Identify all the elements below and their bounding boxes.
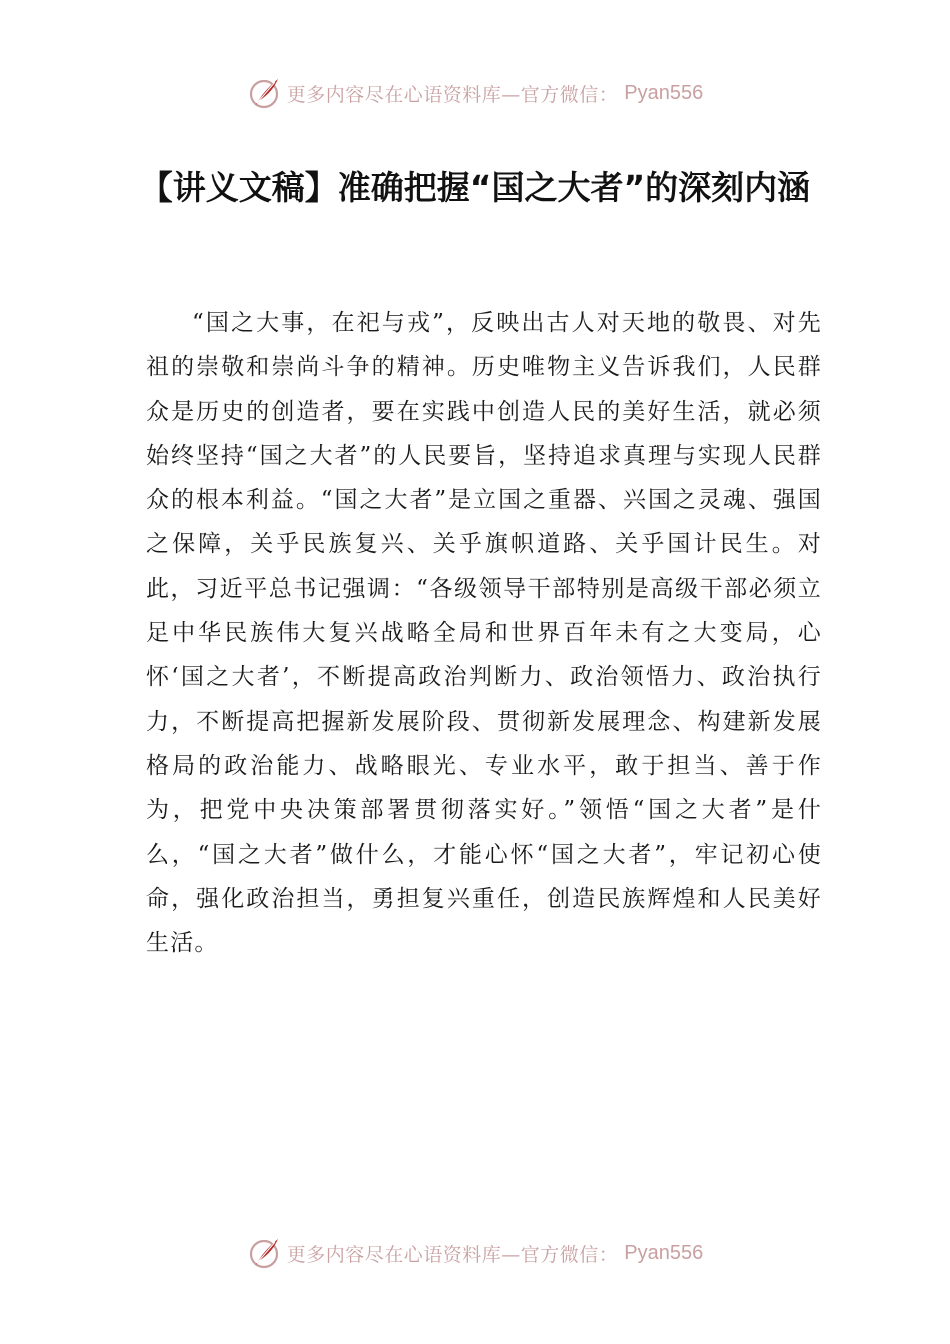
watermark-text: 更多内容尽在心语资料库—官方微信：: [286, 83, 619, 106]
watermark-text: 更多内容尽在心语资料库—官方微信：: [286, 1243, 619, 1266]
feather-quill-logo-icon: [247, 76, 281, 110]
footer-watermark: [0, 1233, 950, 1273]
body-paragraph: “国之大事，在祀与戎”，反映出古人对天地的敬畏、对先祖的崇敬和崇尚斗争的精神。历史唯物主义告诉我们，人民群众是历史的创造者，要在实践中创造人民的美好生活，就必须始终坚持“国之大者”的人民要旨，坚持追求真理与实现人民群众的根本利益。“国之大者”是立国之重器、兴国之灵魂、强国之保障，关乎民族复兴、关乎旗帜道路、关乎国计民生。对此，习近平总书记强调：“各级领导干部特别是高级干部必须立足中华民族伟大复兴战略全局和世界百年未有之大变局，心怀‘国之大者’，不断提高政治判断力、政治领悟力、政治执行力，不断提高把握新发展阶段、贯彻新发展理念、构建新发展格局的政治能力、战略眼光、专业水平，敢于担当、善于作为，把党中央决策部署贯彻落实好。”领悟“国之大者”是什么，“国之大者”做什么，才能心怀“国之大者”，牢记初心使命，强化政治担当，勇担复兴重任，创造民族辉煌和人民美好生活。: [146, 310, 822, 957]
header-watermark: [0, 73, 950, 113]
watermark-wechat-handle: Pyan556: [624, 1241, 704, 1264]
document-title: 【讲义文稿】准确把握“国之大者”的深刻内涵: [139, 168, 811, 207]
feather-quill-logo-icon: [247, 1236, 281, 1270]
watermark-wechat-handle: Pyan556: [624, 81, 704, 104]
